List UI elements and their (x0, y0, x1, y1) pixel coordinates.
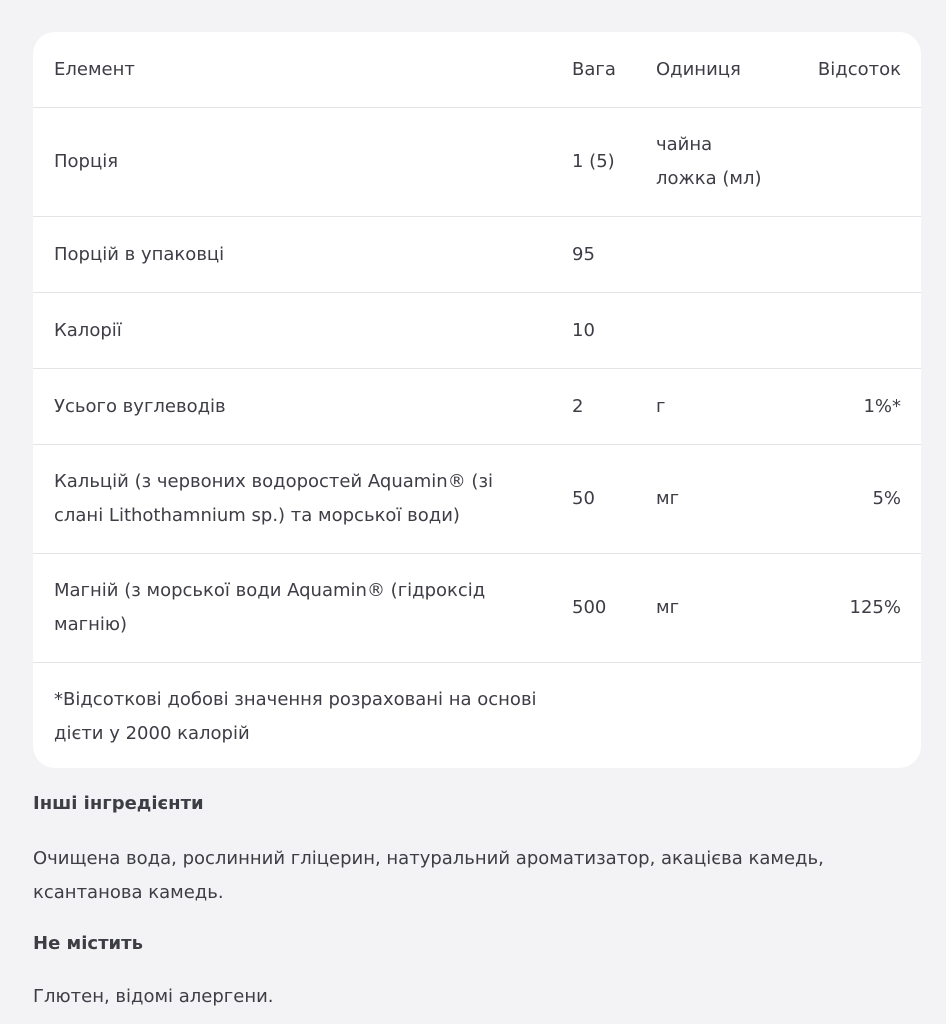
cell-element: Усього вуглеводів (33, 369, 552, 445)
cell-weight: 500 (552, 554, 636, 663)
cell-unit: чайна ложка (мл) (636, 108, 774, 217)
cell-unit: мг (636, 554, 774, 663)
table-row (33, 293, 921, 369)
header-unit: Одиниця (636, 32, 774, 108)
table-row (33, 108, 921, 217)
cell-percent: 125% (774, 554, 921, 663)
cell-element: Порцій в упаковці (33, 217, 552, 293)
cell-weight: 10 (552, 293, 636, 369)
cell-percent: 5% (774, 445, 921, 554)
does-not-contain-title: Не містить (33, 933, 143, 954)
table-row (33, 554, 921, 663)
cell-weight: 95 (552, 217, 636, 293)
table-row (33, 445, 921, 554)
other-ingredients-text: Очищена вода, рослинний гліцерин, натуральний ароматизатор, акацієва камедь, ксантанова камедь. (33, 848, 824, 903)
cell-percent (774, 217, 921, 293)
table-header-row (33, 32, 921, 108)
cell-unit: г (636, 369, 774, 445)
cell-element: Калорії (33, 293, 552, 369)
cell-unit (636, 293, 774, 369)
header-weight: Вага (552, 32, 636, 108)
nutrition-facts-card (33, 32, 921, 768)
daily-value-footnote: *Відсоткові добові значення розраховані на основі дієти у 2000 калорій (54, 689, 537, 744)
cell-element: Порція (33, 108, 552, 217)
cell-unit: мг (636, 445, 774, 554)
table-row (33, 369, 921, 445)
cell-unit (636, 217, 774, 293)
cell-weight: 50 (552, 445, 636, 554)
cell-percent (774, 108, 921, 217)
cell-percent (774, 293, 921, 369)
table-footnote-row (33, 663, 921, 769)
table-row (33, 217, 921, 293)
header-percent: Відсоток (774, 32, 921, 108)
cell-percent: 1%* (774, 369, 921, 445)
cell-element: Кальцій (з червоних водоростей Aquamin® (зі слані Lithothamnium sp.) та морської води) (33, 445, 552, 554)
product-notes (33, 786, 913, 1014)
cell-weight: 1 (5) (552, 108, 636, 217)
nutrition-table (33, 32, 921, 768)
header-element: Елемент (33, 32, 552, 108)
cell-element: Магній (з морської води Aquamin® (гідроксід магнію) (33, 554, 552, 663)
does-not-contain-text: Глютен, відомі алергени. (33, 986, 274, 1007)
other-ingredients-title: Інші інгредієнти (33, 793, 204, 814)
cell-weight: 2 (552, 369, 636, 445)
